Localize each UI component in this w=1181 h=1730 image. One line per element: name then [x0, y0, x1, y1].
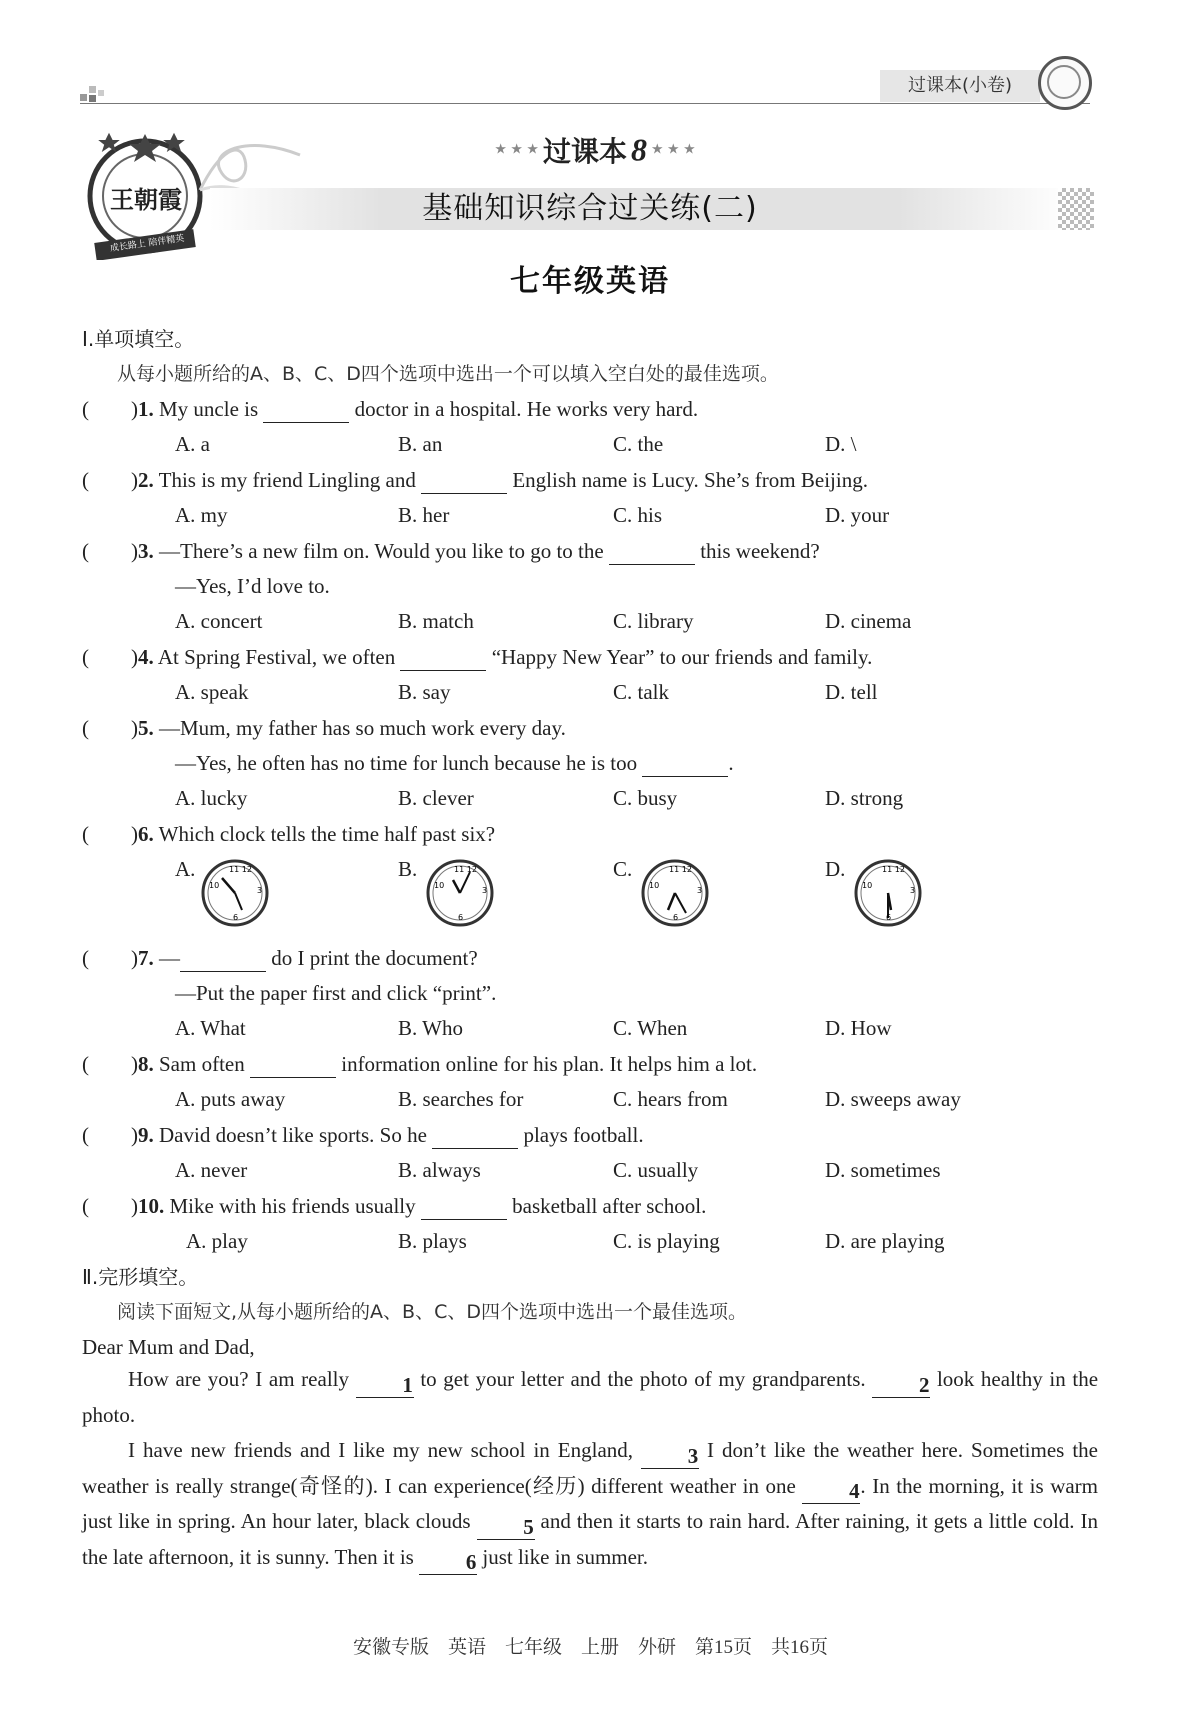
- option-c[interactable]: C. busy: [613, 786, 678, 810]
- option-a[interactable]: A. speak: [175, 680, 249, 704]
- cloze-blank-6[interactable]: 6: [419, 1550, 477, 1575]
- passage-paragraph-2: I have new friends and I like my new school in England, 3 I don’t like the weather here. Sometimes the weather is really strange(奇怪的). I can experience(经历) different weather in one 4. In the morning, it is warm just like in spring. An hour later, black clouds 5 and then it starts to rain hard. After raining, it gets a little cold. In the late afternoon, it is sunny. Then it is 6 just like in summer.: [82, 1438, 1099, 1574]
- passage-paragraph-1: How are you? I am really 1 to get your letter and the photo of my grandparents. 2 look healthy in the photo.: [82, 1367, 1099, 1427]
- question-5-response: —Yes, he often has no time for lunch because he is too .: [175, 751, 734, 775]
- answer-bracket[interactable]: ( ): [82, 468, 138, 492]
- page-footer: 安徽专版 英语 七年级 上册 外研 第15页 共16页: [352, 1637, 828, 1658]
- option-b[interactable]: B. her: [398, 503, 450, 527]
- option-a[interactable]: A. What: [175, 1016, 246, 1040]
- svg-text:10: 10: [862, 881, 873, 890]
- answer-blank[interactable]: [609, 540, 695, 565]
- cloze-blank-2[interactable]: 2: [872, 1373, 930, 1398]
- question-4: ( )4. At Spring Festival, we often “Happy New Year” to our friends and family.: [82, 645, 873, 669]
- title-checker: [1058, 188, 1094, 230]
- answer-bracket[interactable]: ( ): [82, 645, 138, 669]
- answer-bracket[interactable]: ( ): [82, 946, 138, 970]
- option-a[interactable]: A. play: [186, 1229, 248, 1253]
- question-7: ( )7. — do I print the document?: [82, 946, 478, 970]
- answer-bracket[interactable]: ( ): [82, 397, 138, 421]
- series-number: 8: [631, 131, 647, 168]
- option-d[interactable]: D. How: [825, 1016, 892, 1040]
- question-9: ( )9. David doesn’t like sports. So he plays football.: [82, 1123, 644, 1147]
- clock-a-icon[interactable]: [200, 858, 270, 928]
- option-d[interactable]: D. strong: [825, 786, 904, 810]
- option-a[interactable]: A.: [175, 857, 196, 881]
- svg-text:3: 3: [482, 886, 488, 895]
- subject-title: 七年级英语: [510, 264, 670, 299]
- option-b[interactable]: B. clever: [398, 786, 474, 810]
- svg-text:3: 3: [697, 886, 703, 895]
- svg-text:11 12: 11 12: [669, 865, 692, 874]
- question-3: ( )3. —There’s a new film on. Would you like to go to the this weekend?: [82, 539, 820, 563]
- corner-dots: [80, 86, 106, 104]
- answer-blank[interactable]: [421, 469, 507, 494]
- option-d[interactable]: D. are playing: [825, 1229, 945, 1253]
- section1-instruction: 从每小题所给的A、B、C、D四个选项中选出一个可以填入空白处的最佳选项。: [117, 363, 779, 385]
- brand-slogan: 成长路上 陪伴精英: [109, 233, 185, 255]
- option-a[interactable]: A. lucky: [175, 786, 248, 810]
- question-5: ( )5. —Mum, my father has so much work every day.: [82, 716, 566, 740]
- option-b[interactable]: B. searches for: [398, 1087, 524, 1111]
- answer-bracket[interactable]: ( ): [82, 1052, 138, 1076]
- clock-d-icon[interactable]: [853, 858, 923, 928]
- question-6: ( )6. Which clock tells the time half past six?: [82, 822, 496, 846]
- svg-text:6: 6: [233, 913, 239, 922]
- clock-c-icon[interactable]: [640, 858, 710, 928]
- question-8: ( )8. Sam often information online for his plan. It helps him a lot.: [82, 1052, 758, 1076]
- option-b[interactable]: B. Who: [398, 1016, 463, 1040]
- option-d[interactable]: D. your: [825, 503, 890, 527]
- answer-blank[interactable]: [432, 1124, 518, 1149]
- question-1: ( )1. My uncle is doctor in a hospital. He works very hard.: [82, 397, 699, 421]
- option-d[interactable]: D. sometimes: [825, 1158, 941, 1182]
- series-label: 过课本: [542, 135, 627, 168]
- svg-text:6: 6: [886, 913, 892, 922]
- svg-text:11 12: 11 12: [454, 865, 477, 874]
- svg-text:11 12: 11 12: [229, 865, 252, 874]
- option-a[interactable]: A. a: [175, 432, 210, 456]
- section2-instruction: 阅读下面短文,从每小题所给的A、B、C、D四个选项中选出一个最佳选项。: [117, 1301, 747, 1323]
- svg-text:10: 10: [434, 881, 445, 890]
- option-a[interactable]: A. my: [175, 503, 228, 527]
- option-b[interactable]: B.: [398, 857, 418, 881]
- option-d[interactable]: D. cinema: [825, 609, 912, 633]
- answer-blank[interactable]: [421, 1195, 507, 1220]
- option-c[interactable]: C. his: [613, 503, 663, 527]
- page-title: 基础知识综合过关练(二): [422, 191, 758, 226]
- section1-heading: Ⅰ.单项填空。: [82, 327, 195, 351]
- header-badge-icon: [1038, 56, 1092, 110]
- option-b[interactable]: B. always: [398, 1158, 481, 1182]
- brand-logo-text: 王朝霞: [110, 188, 182, 214]
- question-7-response: —Put the paper first and click “print”.: [175, 981, 497, 1005]
- svg-text:10: 10: [649, 881, 660, 890]
- cloze-blank-3[interactable]: 3: [641, 1444, 699, 1469]
- cloze-blank-5[interactable]: 5: [477, 1515, 535, 1540]
- stars-left-icon: ★ ★ ★: [494, 142, 539, 158]
- option-c[interactable]: C. library: [613, 609, 694, 633]
- clock-b-icon[interactable]: [425, 858, 495, 928]
- option-c[interactable]: C.: [613, 857, 633, 881]
- option-d[interactable]: D.: [825, 857, 846, 881]
- question-3-response: —Yes, I’d love to.: [175, 574, 330, 598]
- option-d[interactable]: D. \: [825, 432, 857, 456]
- option-c[interactable]: C. usually: [613, 1158, 699, 1182]
- question-10: ( )10. Mike with his friends usually basketball after school.: [82, 1194, 707, 1218]
- option-d[interactable]: D. sweeps away: [825, 1087, 961, 1111]
- answer-bracket[interactable]: ( ): [82, 1123, 138, 1147]
- question-2: ( )2. This is my friend Lingling and English name is Lucy. She’s from Beijing.: [82, 468, 868, 492]
- answer-bracket[interactable]: ( ): [82, 822, 138, 846]
- svg-text:6: 6: [673, 913, 679, 922]
- option-a[interactable]: A. never: [175, 1158, 248, 1182]
- header-tag: 过课本(小卷): [880, 70, 1040, 102]
- option-c[interactable]: C. When: [613, 1016, 688, 1040]
- option-b[interactable]: B. an: [398, 432, 443, 456]
- svg-text:3: 3: [910, 886, 916, 895]
- stars-right-icon: ★ ★ ★: [651, 142, 696, 158]
- option-b[interactable]: B. say: [398, 680, 451, 704]
- option-c[interactable]: C. hears from: [613, 1087, 728, 1111]
- svg-text:6: 6: [458, 913, 464, 922]
- option-b[interactable]: B. plays: [398, 1229, 467, 1253]
- option-a[interactable]: A. concert: [175, 609, 263, 633]
- header-rule: [80, 103, 1090, 104]
- answer-bracket[interactable]: ( ): [82, 1194, 138, 1218]
- section2-heading: Ⅱ.完形填空。: [82, 1265, 199, 1289]
- answer-blank[interactable]: [180, 947, 266, 972]
- option-c[interactable]: C. the: [613, 432, 664, 456]
- svg-text:3: 3: [257, 886, 263, 895]
- answer-blank[interactable]: [642, 752, 728, 777]
- option-b[interactable]: B. match: [398, 609, 474, 633]
- answer-bracket[interactable]: ( ): [82, 716, 138, 740]
- cloze-blank-4[interactable]: 4: [802, 1479, 860, 1504]
- series-line: [470, 130, 720, 170]
- answer-blank[interactable]: [263, 398, 349, 423]
- option-c[interactable]: C. is playing: [613, 1229, 720, 1253]
- answer-blank[interactable]: [400, 646, 486, 671]
- option-c[interactable]: C. talk: [613, 680, 669, 704]
- option-a[interactable]: A. puts away: [175, 1087, 286, 1111]
- option-d[interactable]: D. tell: [825, 680, 878, 704]
- svg-text:11 12: 11 12: [882, 865, 905, 874]
- letter-salutation: Dear Mum and Dad,: [82, 1335, 255, 1359]
- svg-text:10: 10: [209, 881, 220, 890]
- cloze-blank-1[interactable]: 1: [356, 1373, 414, 1398]
- answer-bracket[interactable]: ( ): [82, 539, 138, 563]
- answer-blank[interactable]: [250, 1053, 336, 1078]
